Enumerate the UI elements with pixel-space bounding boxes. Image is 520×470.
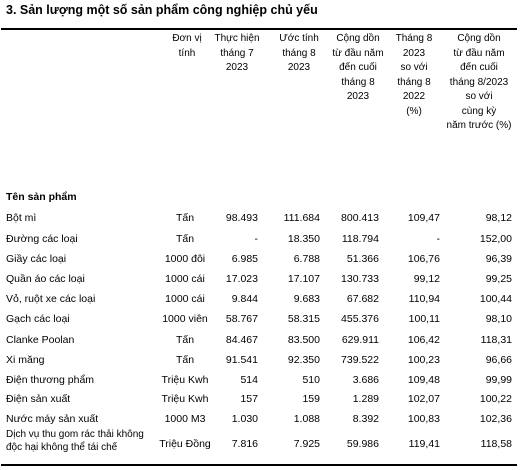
aug-2023-cell: 18.350 bbox=[287, 233, 320, 245]
header-line: so với bbox=[465, 91, 493, 102]
aug-pct-cell: 100,83 bbox=[407, 413, 440, 425]
unit-cell: Triệu Kwh bbox=[161, 374, 209, 386]
header-line: tháng 8 bbox=[282, 47, 316, 59]
ytd-cell: 1.289 bbox=[352, 393, 379, 405]
ytd-pct-cell: 100,22 bbox=[479, 393, 512, 405]
unit-cell: 1000 cái bbox=[165, 273, 205, 285]
ytd-pct-cell: 98,12 bbox=[485, 212, 512, 224]
aug-2023-cell: 6.788 bbox=[293, 253, 320, 265]
ytd-pct-cell: 98,10 bbox=[485, 313, 512, 325]
unit-cell: Tấn bbox=[175, 212, 195, 224]
header-col1 bbox=[205, 32, 269, 76]
product-name: Điện sản xuất bbox=[6, 393, 71, 405]
top-rule bbox=[1, 28, 517, 30]
table-row bbox=[0, 272, 520, 290]
jul-2023-cell: 98.493 bbox=[225, 212, 258, 224]
ytd-pct-cell: 99,25 bbox=[485, 273, 512, 285]
jul-2023-cell: 514 bbox=[240, 374, 258, 386]
aug-2023-cell: 83.500 bbox=[287, 334, 320, 346]
header-line: tháng 8 bbox=[397, 76, 431, 88]
bottom-rule bbox=[1, 464, 517, 466]
aug-pct-cell: 102,07 bbox=[407, 393, 440, 405]
jul-2023-cell: 17.023 bbox=[225, 273, 258, 285]
jul-2023-cell: 157 bbox=[240, 393, 258, 405]
aug-pct-cell: 106,76 bbox=[407, 253, 440, 265]
product-name: Gạch các loại bbox=[6, 313, 70, 325]
aug-2023-cell: 111.684 bbox=[283, 212, 320, 224]
unit-cell: 1000 M3 bbox=[164, 413, 206, 425]
unit-cell: Tấn bbox=[175, 334, 195, 346]
header-line: đến cuối bbox=[460, 62, 498, 73]
header-line: cùng kỳ bbox=[461, 105, 497, 117]
product-name: Vỏ, ruột xe các loại bbox=[6, 293, 96, 305]
aug-pct-cell: - bbox=[436, 233, 440, 245]
header-line: 2023 bbox=[225, 62, 249, 73]
ytd-cell: 455.376 bbox=[341, 313, 379, 325]
product-name: Nước máy sản xuất bbox=[6, 413, 99, 425]
section-label: Tên sản phẩm bbox=[6, 191, 77, 203]
header-col2 bbox=[270, 32, 328, 76]
header-line: năm trước (%) bbox=[446, 120, 512, 131]
header-line: tính bbox=[178, 47, 196, 59]
unit-cell: 1000 cái bbox=[165, 293, 205, 305]
product-name: Điện thương phẩm bbox=[6, 374, 95, 386]
unit-cell: 1000 viên bbox=[162, 313, 208, 325]
header-line: Tháng 8 bbox=[395, 33, 433, 44]
aug-pct-cell: 106,42 bbox=[407, 334, 440, 346]
table-row bbox=[0, 232, 520, 250]
ytd-pct-cell: 152,00 bbox=[479, 233, 512, 245]
ytd-pct-cell: 118,58 bbox=[480, 438, 512, 450]
header-col5 bbox=[440, 32, 518, 134]
header-line: tháng 7 bbox=[220, 47, 254, 59]
header-line: Thực hiện bbox=[214, 33, 260, 44]
aug-2023-cell: 510 bbox=[302, 374, 320, 386]
header-line: Cộng dồn bbox=[457, 33, 501, 44]
aug-2023-cell: 92.350 bbox=[287, 354, 320, 366]
aug-pct-cell: 100,23 bbox=[407, 354, 440, 366]
aug-2023-cell: 7.925 bbox=[293, 438, 320, 450]
jul-2023-cell: 7.816 bbox=[231, 438, 258, 450]
ytd-cell: 67.682 bbox=[346, 293, 379, 305]
header-line: (%) bbox=[406, 105, 422, 117]
aug-pct-cell: 99,12 bbox=[413, 273, 440, 285]
ytd-cell: 629.911 bbox=[341, 334, 379, 346]
header-col3 bbox=[327, 32, 389, 105]
table-row bbox=[0, 211, 520, 229]
header-line: từ đầu năm bbox=[453, 47, 505, 59]
aug-2023-cell: 1.088 bbox=[293, 413, 320, 425]
ytd-cell: 3.686 bbox=[352, 374, 379, 386]
aug-pct-cell: 110,94 bbox=[408, 293, 440, 305]
product-name: Giầy các loại bbox=[6, 253, 67, 265]
header-line: 2022 bbox=[402, 91, 426, 102]
ytd-pct-cell: 96,39 bbox=[485, 253, 512, 265]
jul-2023-cell: 84.467 bbox=[225, 334, 258, 346]
header-line: Ước tính bbox=[279, 33, 319, 44]
table-row bbox=[0, 333, 520, 351]
jul-2023-cell: 9.844 bbox=[231, 293, 258, 305]
header-line: 2023 bbox=[346, 91, 370, 102]
unit-cell: 1000 đôi bbox=[164, 253, 206, 265]
ytd-pct-cell: 100,44 bbox=[479, 293, 512, 305]
header-line: tháng 8/2023 bbox=[449, 76, 509, 88]
aug-pct-cell: 100,11 bbox=[408, 313, 440, 325]
table-row bbox=[0, 429, 520, 461]
ytd-pct-cell: 102,36 bbox=[479, 413, 512, 425]
header-line: tháng 8 bbox=[341, 76, 375, 88]
table-row bbox=[0, 412, 520, 430]
table-row bbox=[0, 292, 520, 310]
ytd-cell: 51.366 bbox=[346, 253, 379, 265]
aug-pct-cell: 119,41 bbox=[408, 438, 440, 450]
ytd-cell: 739.522 bbox=[341, 354, 379, 366]
aug-pct-cell: 109,48 bbox=[407, 374, 440, 386]
aug-2023-cell: 9.683 bbox=[293, 293, 320, 305]
unit-cell: Tấn bbox=[175, 354, 195, 366]
product-name: Dịch vụ thu gom rác thải không độc hại không thể tái chế bbox=[6, 429, 144, 453]
unit-cell: Triệu Đồng bbox=[159, 438, 211, 450]
header-line: từ đầu năm bbox=[332, 47, 384, 59]
aug-2023-cell: 58.315 bbox=[287, 313, 320, 325]
aug-pct-cell: 109,47 bbox=[407, 212, 440, 224]
header-line: so với bbox=[400, 62, 428, 73]
jul-2023-cell: 58.767 bbox=[225, 313, 258, 325]
ytd-cell: 118.794 bbox=[341, 233, 379, 245]
unit-cell: Triệu Kwh bbox=[161, 393, 209, 405]
ytd-cell: 800.413 bbox=[341, 212, 379, 224]
aug-2023-cell: 17.107 bbox=[287, 273, 320, 285]
unit-cell: Tấn bbox=[175, 233, 195, 245]
header-col4 bbox=[386, 32, 442, 119]
header-line: Cộng dồn bbox=[336, 33, 380, 44]
aug-2023-cell: 159 bbox=[302, 393, 320, 405]
table-row bbox=[0, 392, 520, 410]
ytd-pct-cell: 99,99 bbox=[485, 374, 512, 386]
header-line: 2023 bbox=[287, 62, 311, 73]
product-name: Quần áo các loại bbox=[6, 273, 85, 285]
product-name: Clanke Poolan bbox=[6, 334, 75, 346]
ytd-cell: 59.986 bbox=[346, 438, 379, 450]
header-line: 2023 bbox=[402, 47, 426, 59]
table-row bbox=[0, 373, 520, 391]
ytd-pct-cell: 118,31 bbox=[480, 334, 512, 346]
table-title: 3. Sản lượng một số sản phẩm công nghiệp chủ yếu bbox=[6, 3, 318, 17]
jul-2023-cell: 6.985 bbox=[231, 253, 258, 265]
header-line: đến cuối bbox=[339, 62, 377, 73]
ytd-cell: 130.733 bbox=[341, 273, 379, 285]
product-name: Đường các loại bbox=[6, 233, 78, 245]
jul-2023-cell: 1.030 bbox=[231, 413, 258, 425]
product-name: Xi măng bbox=[6, 354, 45, 366]
ytd-pct-cell: 96,66 bbox=[485, 354, 512, 366]
table-row bbox=[0, 312, 520, 330]
table-row bbox=[0, 353, 520, 371]
header-line: Đơn vị bbox=[172, 33, 202, 44]
jul-2023-cell: - bbox=[254, 233, 258, 245]
table-row bbox=[0, 252, 520, 270]
product-name: Bột mì bbox=[6, 212, 37, 224]
ytd-cell: 8.392 bbox=[352, 413, 379, 425]
jul-2023-cell: 91.541 bbox=[225, 354, 258, 366]
